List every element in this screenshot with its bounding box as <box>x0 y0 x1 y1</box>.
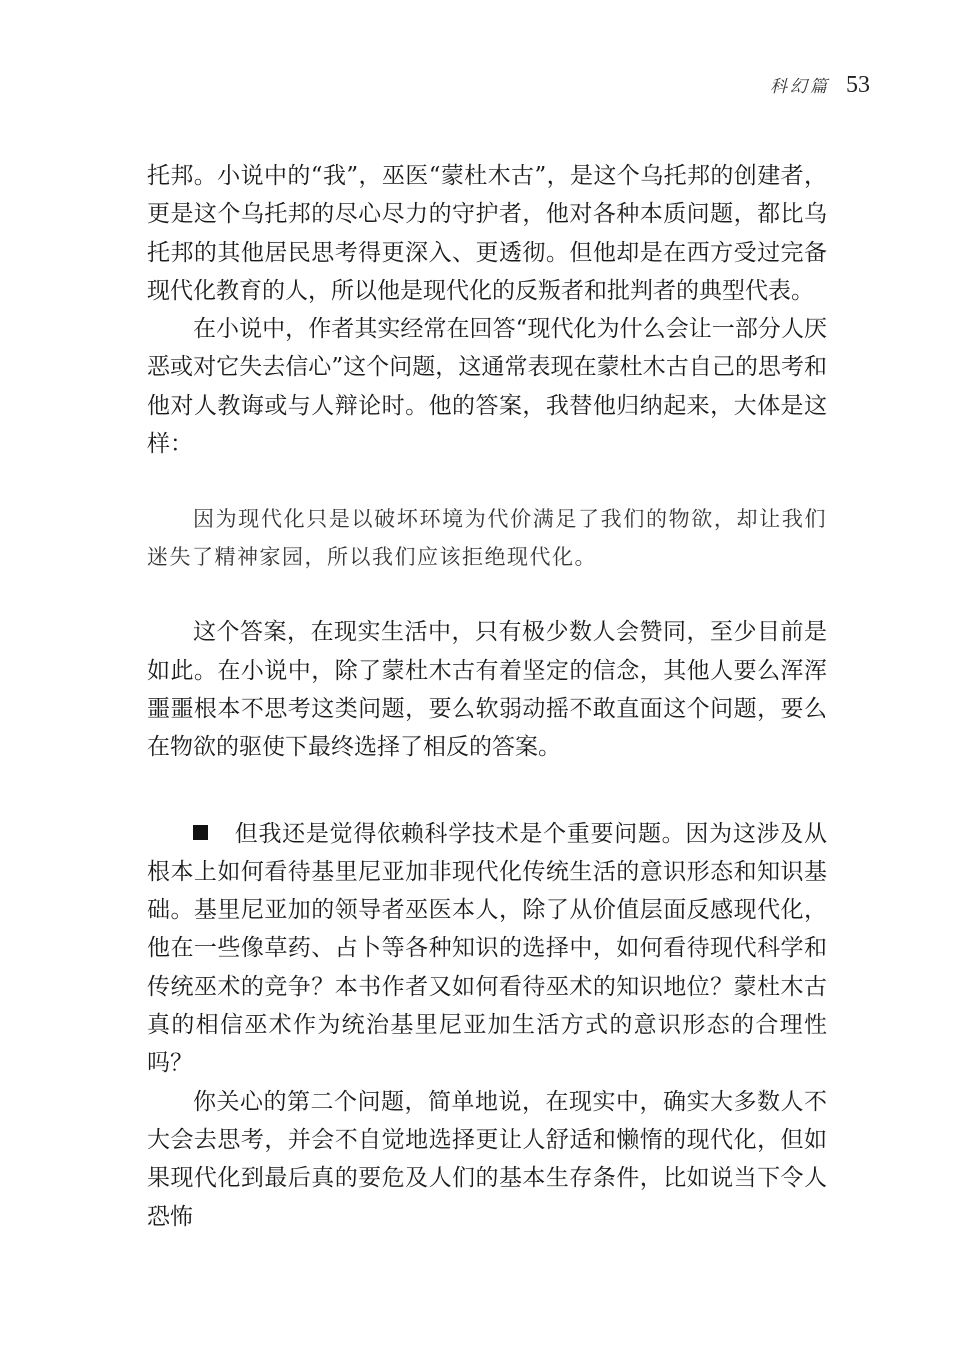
question-paragraph <box>147 815 827 1083</box>
paragraph: 你关心的第二个问题，简单地说，在现实中，确实大多数人不大会去思考，并会不自觉地选择更让人舒适和懒惰的现代化，但如果现代化到最后真的要危及人们的基本生存条件，比如说当下令人恐怖 <box>147 1088 827 1230</box>
spacer <box>147 767 827 815</box>
paragraph: 在小说中，作者其实经常在回答“现代化为什么会让一部分人厌恶或对它失去信心”这个问题，这通常表现在蒙杜木古自己的思考和他对人教诲或与人辩论时。他的答案，我替他归纳起来，大体是这样： <box>147 316 827 458</box>
square-bullet-icon <box>193 825 208 840</box>
running-header <box>770 72 870 99</box>
spacer <box>147 576 827 613</box>
paragraph: 这个答案，在现实生活中，只有极少数人会赞同，至少目前是如此。在小说中，除了蒙杜木古有着坚定的信念，其他人要么浑浑噩噩根本不思考这类问题，要么软弱动摇不敢直面这个问题，要么在物欲的驱使下最终选择了相反的答案。 <box>147 619 827 761</box>
question-text: 但我还是觉得依赖科学技术是个重要问题。因为这涉及从根本上如何看待基里尼亚加非现代化传统生活的意识形态和知识基础。基里尼亚加的领导者巫医本人，除了从价值层面反感现代化，他在一些像草药、占卜等各种知识的选择中，如何看待现代科学和传统巫术的竞争？本书作者又如何看待巫术的知识地位？蒙杜木古真的相信巫术作为统治基里尼亚加生活方式的意识形态的合理性吗？ <box>147 820 827 1077</box>
spacer <box>147 463 827 500</box>
page-body <box>147 157 827 1236</box>
section-title: 科幻篇 <box>770 77 830 97</box>
block-quote: 因为现代化只是以破坏环境为代价满足了我们的物欲，却让我们迷失了精神家园，所以我们应该拒绝现代化。 <box>147 507 827 570</box>
page-number: 53 <box>846 72 870 98</box>
paragraph: 托邦。小说中的“我”，巫医“蒙杜木古”，是这个乌托邦的创建者，更是这个乌托邦的尽心尽力的守护者，他对各种本质问题，都比乌托邦的其他居民思考得更深入、更透彻。但他却是在西方受过完备现代化教育的人，所以他是现代化的反叛者和批判者的典型代表。 <box>147 163 827 304</box>
